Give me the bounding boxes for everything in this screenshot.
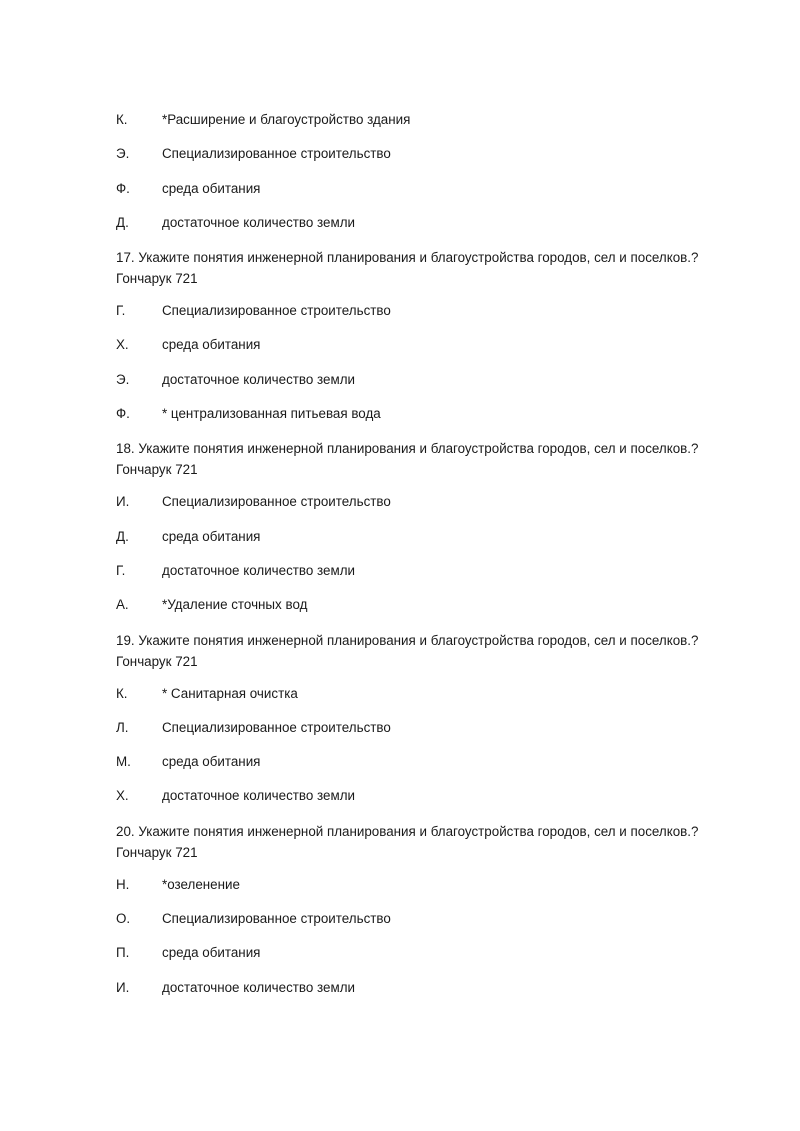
option-text: *озеленение: [162, 876, 240, 892]
answer-option: [116, 213, 716, 233]
option-letter: М.: [116, 754, 131, 770]
question-text: 20. Укажите понятия инженерной планирования и благоустройства городов, сел и поселков.?: [116, 823, 699, 839]
question-18: [116, 438, 716, 480]
answer-option: [116, 370, 716, 390]
option-letter: Э.: [116, 146, 130, 162]
option-letter: Г.: [116, 303, 126, 319]
answer-option: [116, 595, 716, 615]
option-letter: П.: [116, 945, 130, 961]
option-letter: Х.: [116, 337, 129, 353]
option-text: достаточное количество земли: [162, 562, 355, 578]
answer-option: [116, 492, 716, 512]
answer-option: [116, 752, 716, 772]
option-text: достаточное количество земли: [162, 371, 355, 387]
option-letter: Д.: [116, 214, 129, 230]
answer-option: [116, 527, 716, 547]
option-text: * централизованная питьевая вода: [162, 406, 381, 422]
question-text: 18. Укажите понятия инженерной планирования и благоустройства городов, сел и поселков.?: [116, 441, 699, 457]
answer-option: [116, 404, 716, 424]
option-letter: А.: [116, 597, 129, 613]
option-letter: К.: [116, 685, 128, 701]
option-letter: И.: [116, 494, 130, 510]
option-letter: О.: [116, 911, 131, 927]
option-text: *Расширение и благоустройство здания: [162, 112, 411, 127]
option-text: Специализированное строительство: [162, 494, 391, 510]
question-source: Гончарук 721: [116, 462, 198, 478]
option-text: среда обитания: [162, 754, 261, 770]
answer-option: [116, 978, 716, 998]
option-text: среда обитания: [162, 180, 261, 196]
option-text: достаточное количество земли: [162, 788, 355, 804]
answer-option: [116, 684, 716, 704]
document-body: [116, 110, 716, 1012]
answer-option: [116, 718, 716, 738]
option-letter: Л.: [116, 719, 129, 735]
option-text: Специализированное строительство: [162, 303, 391, 319]
question-source: Гончарук 721: [116, 844, 198, 860]
answer-option: [116, 943, 716, 963]
option-letter: Ф.: [116, 406, 130, 422]
option-text: среда обитания: [162, 945, 261, 961]
answer-option: [116, 561, 716, 581]
option-text: среда обитания: [162, 528, 261, 544]
answer-option: [116, 909, 716, 929]
option-text: Специализированное строительство: [162, 146, 391, 162]
option-text: Специализированное строительство: [162, 719, 391, 735]
option-text: *Удаление сточных вод: [162, 597, 308, 613]
option-text: достаточное количество земли: [162, 979, 355, 995]
answer-option: [116, 335, 716, 355]
question-source: Гончарук 721: [116, 653, 198, 669]
answer-option: [116, 179, 716, 199]
option-letter: Э.: [116, 371, 130, 387]
option-letter: К.: [116, 112, 128, 127]
answer-option: [116, 786, 716, 806]
option-letter: И.: [116, 979, 130, 995]
option-letter: Х.: [116, 788, 129, 804]
answer-option: [116, 875, 716, 895]
question-source: Гончарук 721: [116, 271, 198, 287]
question-20: [116, 821, 716, 863]
answer-option: [116, 301, 716, 321]
option-letter: Г.: [116, 562, 126, 578]
option-letter: Д.: [116, 528, 129, 544]
question-17: [116, 247, 716, 289]
option-letter: Ф.: [116, 180, 130, 196]
option-text: среда обитания: [162, 337, 261, 353]
option-text: Специализированное строительство: [162, 911, 391, 927]
option-text: достаточное количество земли: [162, 214, 355, 230]
question-19: [116, 630, 716, 672]
question-text: 17. Укажите понятия инженерной планирования и благоустройства городов, сел и поселков.?: [116, 250, 699, 266]
answer-option: [116, 110, 716, 130]
answer-option: [116, 144, 716, 164]
question-text: 19. Укажите понятия инженерной планирования и благоустройства городов, сел и поселков.?: [116, 632, 699, 648]
option-letter: Н.: [116, 876, 130, 892]
option-text: * Санитарная очистка: [162, 685, 298, 701]
